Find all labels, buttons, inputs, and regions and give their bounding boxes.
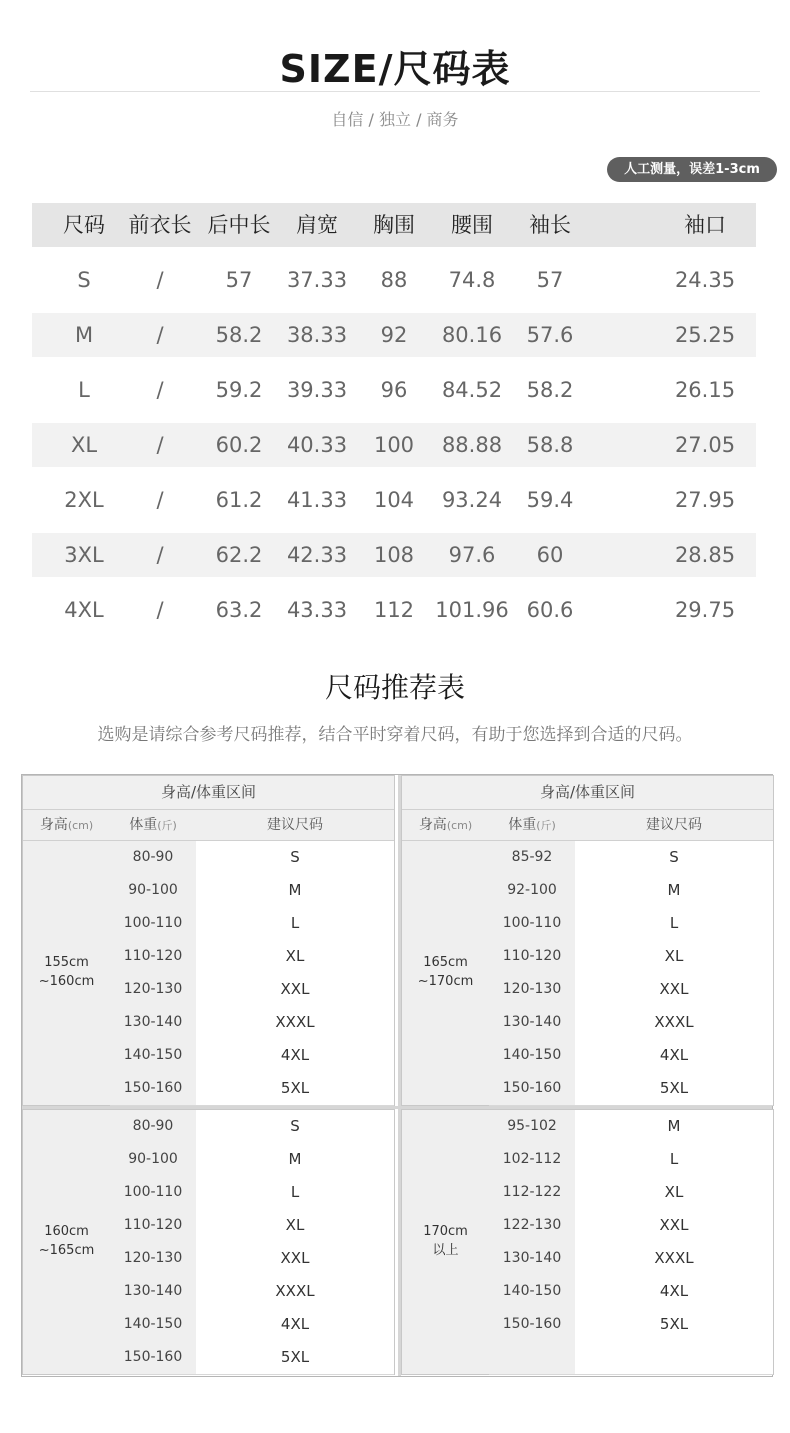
recommended-size-cell: L	[575, 1143, 773, 1176]
table-cell: /	[156, 268, 164, 292]
height-range-cell	[402, 1110, 490, 1374]
table-cell: 88	[380, 268, 408, 292]
table-cell: 39.33	[286, 378, 348, 402]
weight-range-cell: 110-120	[110, 1209, 197, 1242]
table-row	[489, 1341, 773, 1375]
recommended-size-cell: M	[575, 1110, 773, 1143]
table-row	[110, 940, 394, 974]
weight-range-cell: 110-120	[110, 940, 197, 973]
height-label: 身高	[39, 817, 68, 833]
table-row	[489, 1072, 773, 1106]
weight-column-header	[110, 810, 196, 841]
recommended-size-cell: 5XL	[196, 1341, 394, 1374]
recommended-size-cell: XL	[196, 1209, 394, 1242]
weight-range-cell: 122-130	[489, 1209, 576, 1242]
recommended-size-cell: XXXL	[575, 1006, 773, 1039]
table-row	[489, 841, 773, 875]
title-divider	[30, 91, 760, 92]
table-cell: 3XL	[64, 543, 104, 567]
table-row	[110, 907, 394, 941]
weight-range-cell: 130-140	[110, 1275, 197, 1308]
height-range-line: ~165cm	[38, 1243, 95, 1258]
table-cell: 96	[380, 378, 408, 402]
height-range-line: 以上	[432, 1243, 459, 1258]
recommended-size-cell: XL	[575, 940, 773, 973]
table-cell: /	[156, 488, 164, 512]
height-range-line: 155cm	[44, 955, 89, 970]
table-cell: XL	[70, 433, 98, 457]
table-row	[110, 1006, 394, 1040]
table-cell: 27.95	[674, 488, 736, 512]
table-row	[489, 940, 773, 974]
table-row	[110, 841, 394, 875]
column-header: 后中长	[207, 213, 271, 237]
height-column-header	[402, 810, 489, 841]
table-row	[110, 1039, 394, 1073]
table-cell: 58.2	[215, 323, 263, 347]
recommend-block	[22, 1109, 395, 1375]
weight-range-cell: 140-150	[489, 1039, 576, 1072]
table-row	[110, 874, 394, 908]
table-cell: /	[156, 543, 164, 567]
weight-unit: (斤)	[157, 819, 177, 832]
weight-range-cell: 150-160	[110, 1072, 197, 1105]
weight-range-cell: 110-120	[489, 940, 576, 973]
recommended-size-cell: 4XL	[196, 1039, 394, 1072]
table-row	[489, 1209, 773, 1243]
recommended-size-cell: XL	[575, 1176, 773, 1209]
table-row	[32, 368, 756, 412]
weight-range-cell: 100-110	[110, 1176, 197, 1209]
weight-range-cell	[489, 1341, 576, 1374]
table-cell: 62.2	[215, 543, 263, 567]
table-cell: 28.85	[674, 543, 736, 567]
table-row	[110, 1341, 394, 1375]
recommended-size-cell: M	[196, 1143, 394, 1176]
table-cell: 84.52	[441, 378, 503, 402]
weight-range-cell: 150-160	[489, 1308, 576, 1341]
table-row	[110, 1209, 394, 1243]
table-cell: 104	[373, 488, 415, 512]
table-cell: 60.2	[215, 433, 263, 457]
recommend-title: 尺码推荐表	[324, 671, 465, 704]
table-row	[110, 1176, 394, 1210]
table-row	[32, 258, 756, 302]
recommend-block	[22, 775, 395, 1106]
weight-range-cell: 80-90	[110, 841, 197, 874]
weight-range-cell: 112-122	[489, 1176, 576, 1209]
height-column-header	[23, 810, 110, 841]
table-cell: 29.75	[674, 598, 736, 622]
recommended-size-cell: M	[575, 874, 773, 907]
weight-label: 体重	[129, 817, 158, 833]
table-cell: 37.33	[286, 268, 348, 292]
table-cell: 101.96	[435, 598, 509, 622]
weight-range-cell: 140-150	[489, 1275, 576, 1308]
table-cell: 25.25	[674, 323, 736, 347]
recommended-size-cell: XXL	[575, 973, 773, 1006]
table-cell: 112	[373, 598, 415, 622]
height-range-line: ~170cm	[417, 974, 474, 989]
recommended-size-cell: XXL	[575, 1209, 773, 1242]
height-unit: (cm)	[67, 819, 94, 832]
table-cell: 108	[373, 543, 415, 567]
weight-range-cell: 80-90	[110, 1110, 197, 1143]
column-header: 袖长	[529, 213, 571, 237]
table-cell: 42.33	[286, 543, 348, 567]
recommended-size-cell: L	[196, 907, 394, 940]
table-row	[110, 1110, 394, 1144]
weight-range-cell: 85-92	[489, 841, 576, 874]
table-row	[32, 533, 756, 577]
table-cell: L	[78, 378, 90, 402]
table-row	[489, 1242, 773, 1276]
weight-range-cell: 140-150	[110, 1308, 197, 1341]
weight-range-cell: 130-140	[110, 1006, 197, 1039]
table-row	[110, 1242, 394, 1276]
table-cell: 80.16	[441, 323, 503, 347]
weight-column-header	[489, 810, 575, 841]
weight-range-cell: 150-160	[489, 1072, 576, 1105]
table-cell: 88.88	[441, 433, 503, 457]
weight-unit: (斤)	[536, 819, 556, 832]
recommended-size-cell: 4XL	[196, 1308, 394, 1341]
recommended-size-cell: S	[575, 841, 773, 874]
weight-range-cell: 90-100	[110, 874, 197, 907]
table-cell: 4XL	[64, 598, 104, 622]
weight-range-cell: 95-102	[489, 1110, 576, 1143]
height-range-line: 160cm	[44, 1224, 89, 1239]
column-header: 袖口	[684, 213, 726, 237]
recommended-size-cell: L	[196, 1176, 394, 1209]
weight-label: 体重	[508, 817, 537, 833]
size-chart-table	[32, 203, 756, 643]
table-cell: 26.15	[674, 378, 736, 402]
table-cell: 59.4	[526, 488, 574, 512]
column-header: 尺码	[63, 213, 105, 237]
table-row	[110, 1072, 394, 1106]
table-cell: 38.33	[286, 323, 348, 347]
size-table-header	[32, 203, 756, 247]
table-row	[489, 1143, 773, 1177]
table-cell: 100	[373, 433, 415, 457]
recommended-size-cell	[575, 1341, 773, 1374]
weight-range-cell: 150-160	[110, 1341, 197, 1374]
table-cell: S	[77, 268, 91, 292]
recommended-size-cell: S	[196, 841, 394, 874]
table-cell: 59.2	[215, 378, 263, 402]
recommend-block	[401, 775, 774, 1106]
table-row	[110, 1143, 394, 1177]
recommend-block	[401, 1109, 774, 1375]
recommended-size-cell: M	[196, 874, 394, 907]
height-unit: (cm)	[446, 819, 473, 832]
weight-range-cell: 130-140	[489, 1242, 576, 1275]
table-cell: 24.35	[674, 268, 736, 292]
table-row	[32, 423, 756, 467]
measurement-note-badge: 人工测量，误差1-3cm	[607, 157, 777, 182]
height-range-cell	[402, 841, 490, 1105]
weight-range-cell: 102-112	[489, 1143, 576, 1176]
height-range-cell	[23, 1110, 111, 1374]
height-range-line: ~160cm	[38, 974, 95, 989]
weight-range-cell: 140-150	[110, 1039, 197, 1072]
table-row	[489, 1308, 773, 1342]
recommended-size-cell: XXXL	[196, 1006, 394, 1039]
table-cell: 58.2	[526, 378, 574, 402]
table-cell: 60	[536, 543, 564, 567]
table-cell: 60.6	[526, 598, 574, 622]
table-row	[32, 313, 756, 357]
table-cell: 40.33	[286, 433, 348, 457]
table-row	[489, 1176, 773, 1210]
recommended-size-cell: 5XL	[575, 1308, 773, 1341]
recommended-size-cell: S	[196, 1110, 394, 1143]
weight-range-cell: 120-130	[110, 973, 197, 1006]
recommended-size-cell: XXXL	[196, 1275, 394, 1308]
table-cell: 74.8	[448, 268, 496, 292]
weight-range-cell: 100-110	[489, 907, 576, 940]
table-row	[489, 1110, 773, 1144]
group-header: 身高/体重区间	[23, 776, 394, 810]
weight-range-cell: 90-100	[110, 1143, 197, 1176]
table-row	[32, 478, 756, 522]
table-cell: 61.2	[215, 488, 263, 512]
page-subtitle: 自信 / 独立 / 商务	[331, 110, 459, 129]
table-row	[110, 1275, 394, 1309]
table-row	[489, 907, 773, 941]
recommended-size-cell: 5XL	[196, 1072, 394, 1105]
weight-range-cell: 120-130	[110, 1242, 197, 1275]
recommended-size-cell: XL	[196, 940, 394, 973]
table-cell: /	[156, 323, 164, 347]
recommended-size-cell: XXL	[196, 1242, 394, 1275]
table-cell: 2XL	[64, 488, 104, 512]
recommend-description: 选购是请综合参考尺码推荐，结合平时穿着尺码，有助于您选择到合适的尺码。	[97, 725, 693, 745]
table-cell: 93.24	[441, 488, 503, 512]
height-range-cell	[23, 841, 111, 1105]
table-row	[110, 973, 394, 1007]
table-cell: 97.6	[448, 543, 496, 567]
table-cell: 57	[536, 268, 564, 292]
table-cell: /	[156, 598, 164, 622]
table-cell: 92	[380, 323, 408, 347]
table-cell: 57	[225, 268, 253, 292]
table-row	[489, 874, 773, 908]
table-row	[489, 1039, 773, 1073]
column-header: 前衣长	[128, 213, 192, 237]
table-cell: /	[156, 378, 164, 402]
column-header: 肩宽	[296, 213, 338, 237]
recommended-size-cell: L	[575, 907, 773, 940]
table-cell: 63.2	[215, 598, 263, 622]
table-cell: 58.8	[526, 433, 574, 457]
column-header: 腰围	[451, 213, 493, 237]
recommended-size-cell: XXL	[196, 973, 394, 1006]
recommended-size-cell: 5XL	[575, 1072, 773, 1105]
table-cell: 27.05	[674, 433, 736, 457]
weight-range-cell: 130-140	[489, 1006, 576, 1039]
table-cell: 41.33	[286, 488, 348, 512]
weight-range-cell: 100-110	[110, 907, 197, 940]
table-row	[489, 1006, 773, 1040]
recommended-size-cell: 4XL	[575, 1039, 773, 1072]
weight-range-cell: 92-100	[489, 874, 576, 907]
table-row	[110, 1308, 394, 1342]
height-range-line: 170cm	[423, 1224, 468, 1239]
size-recommendation-table	[21, 774, 773, 1377]
table-row	[489, 1275, 773, 1309]
height-label: 身高	[418, 817, 447, 833]
table-cell: /	[156, 433, 164, 457]
page-title: SIZE/尺码表	[279, 47, 511, 91]
recommended-size-cell: XXXL	[575, 1242, 773, 1275]
recommended-size-cell: 4XL	[575, 1275, 773, 1308]
table-cell: 43.33	[286, 598, 348, 622]
height-range-line: 165cm	[423, 955, 468, 970]
table-row	[489, 973, 773, 1007]
group-header: 身高/体重区间	[402, 776, 773, 810]
table-cell: 57.6	[526, 323, 574, 347]
weight-range-cell: 120-130	[489, 973, 576, 1006]
table-row	[32, 588, 756, 632]
size-column-header: 建议尺码	[575, 810, 773, 841]
size-column-header: 建议尺码	[196, 810, 394, 841]
column-header: 胸围	[373, 213, 415, 237]
table-cell: M	[74, 323, 94, 347]
